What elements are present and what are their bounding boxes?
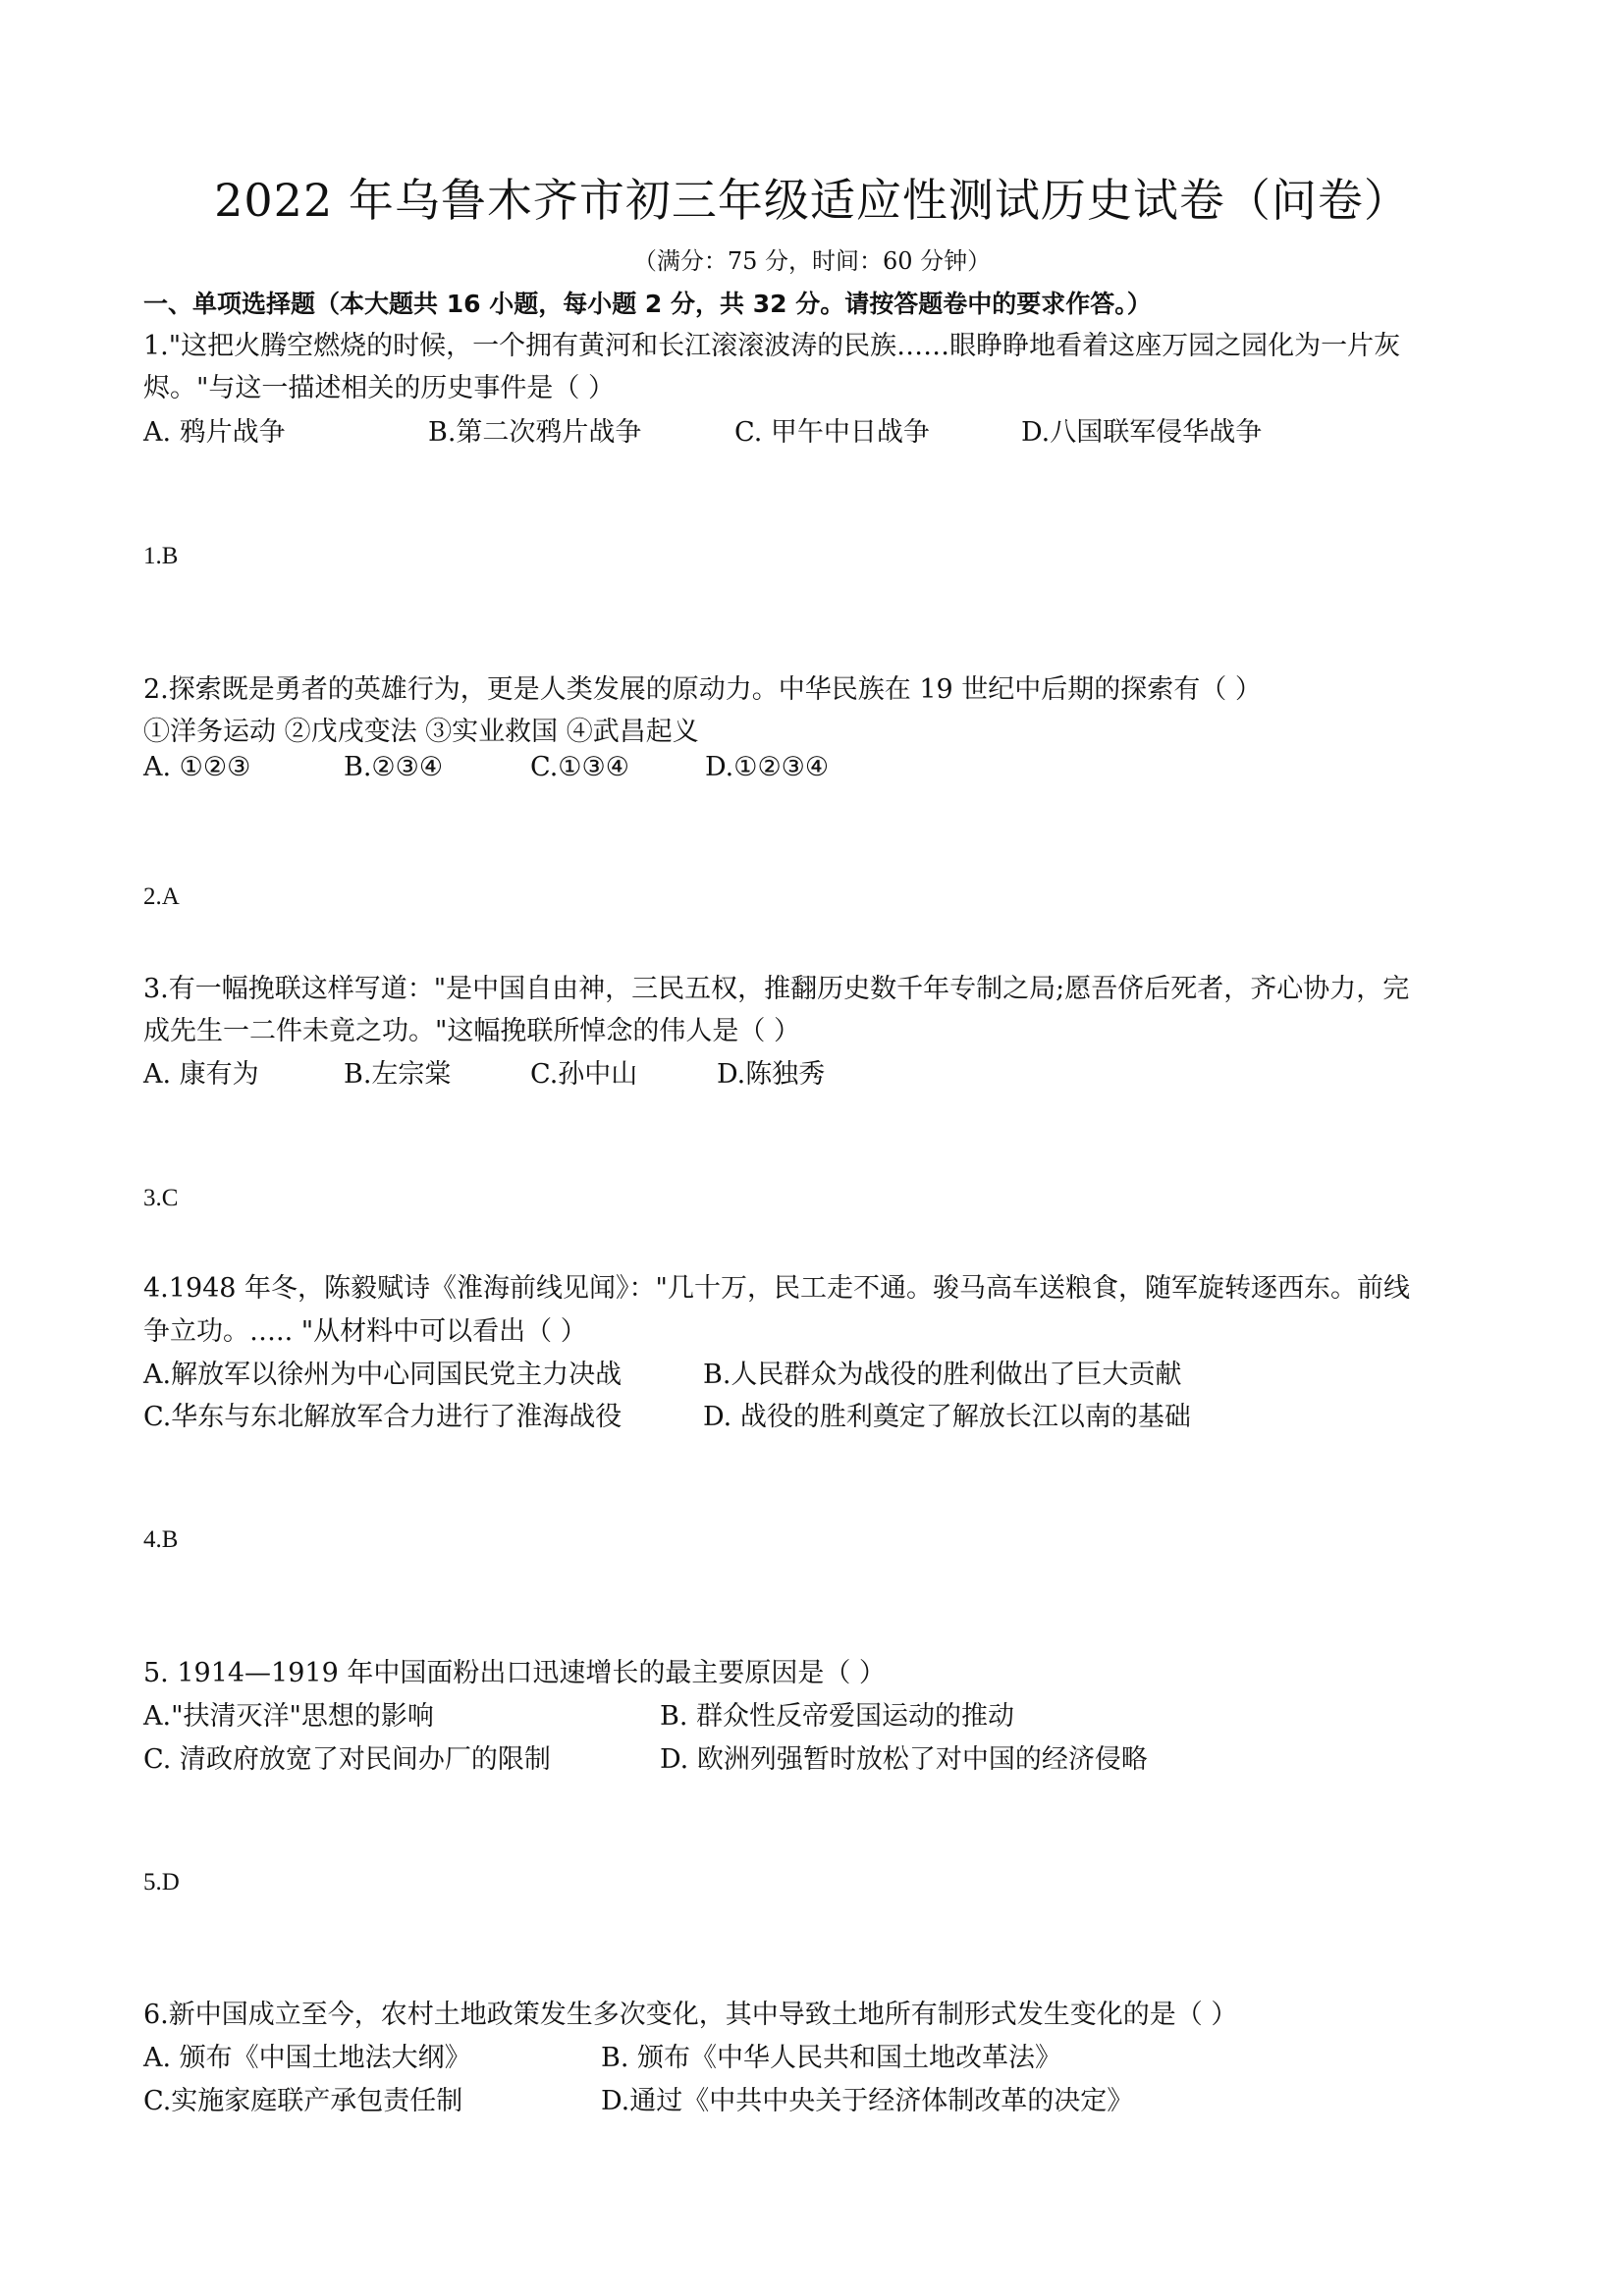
question-1-stem-line-2: 烬。"与这一描述相关的历史事件是（ ） [143, 373, 616, 403]
question-4-stem-line-1: 4.1948 年冬，陈毅赋诗《淮海前线见闻》："几十万，民工走不通。骏马高车送粮食，随军旋转逐西东。前线 [143, 1273, 1410, 1304]
exam-subtitle: （满分：75 分，时间：60 分钟） [632, 247, 992, 275]
question-1-stem-line-1: 1."这把火腾空燃烧的时候，一个拥有黄河和长江滚滚波涛的民族……眼睁睁地看着这座万园之园化为一片灰 [143, 331, 1401, 361]
question-3-option-a: A. 康有为 [143, 1059, 259, 1090]
question-5-answer: 5.D [143, 1869, 180, 1896]
question-3-answer: 3.C [143, 1185, 179, 1211]
question-5-option-c: C. 清政府放宽了对民间办厂的限制 [143, 1744, 551, 1775]
question-3-stem-line-1: 3.有一幅挽联这样写道："是中国自由神，三民五权，推翻历史数千年专制之局;愿吾侪后死者，齐心协力，完 [143, 974, 1410, 1004]
question-2-option-d: D.①②③④ [705, 752, 830, 782]
question-3-option-d: D.陈独秀 [717, 1059, 826, 1090]
question-6-stem-line-1: 6.新中国成立至今，农村土地政策发生多次变化，其中导致土地所有制形式发生变化的是（ ） [143, 2000, 1238, 2030]
question-2-option-b: B.②③④ [344, 752, 444, 782]
question-2-option-c: C.①③④ [530, 752, 629, 782]
question-1-option-b: B.第二次鸦片战争 [428, 417, 642, 448]
question-4-stem-line-2: 争立功。….. "从材料中可以看出（ ） [143, 1316, 587, 1347]
question-3-option-c: C.孙中山 [530, 1059, 638, 1090]
question-6-option-a: A. 颁布《中国土地法大纲》 [143, 2043, 471, 2073]
section-heading: 一、单项选择题（本大题共 16 小题，每小题 2 分，共 32 分。请按答题卷中的要求作答。） [143, 290, 1152, 318]
question-2-option-a: A. ①②③ [143, 752, 251, 782]
question-2-stem-line-2: ①洋务运动 ②戊戌变法 ③实业救国 ④武昌起义 [143, 717, 699, 747]
question-5-option-d: D. 欧洲列强暂时放松了对中国的经济侵略 [660, 1744, 1148, 1775]
question-5-option-b: B. 群众性反帝爱国运动的推动 [660, 1701, 1015, 1732]
question-1-option-c: C. 甲午中日战争 [734, 417, 930, 448]
question-2-stem-line-1: 2.探索既是勇者的英雄行为，更是人类发展的原动力。中华民族在 19 世纪中后期的探索有（ ） [143, 674, 1262, 705]
question-4-option-a: A.解放军以徐州为中心同国民党主力决战 [143, 1360, 623, 1390]
question-1-answer: 1.B [143, 543, 179, 569]
question-5-option-a: A."扶清灭洋"思想的影响 [143, 1701, 434, 1732]
question-6-option-c: C.实施家庭联产承包责任制 [143, 2086, 463, 2116]
question-1-option-a: A. 鸦片战争 [143, 417, 286, 448]
question-4-option-b: B.人民群众为战役的胜利做出了巨大贡献 [703, 1360, 1182, 1390]
question-1-option-d: D.八国联军侵华战争 [1021, 417, 1263, 448]
question-5-stem-line-1: 5. 1914—1919 年中国面粉出口迅速增长的最主要原因是（ ） [143, 1658, 886, 1688]
question-3-stem-line-2: 成先生一二件未竟之功。"这幅挽联所悼念的伟人是（ ） [143, 1016, 801, 1046]
question-6-option-b: B. 颁布《中华人民共和国土地改革法》 [601, 2043, 1062, 2073]
question-4-option-c: C.华东与东北解放军合力进行了淮海战役 [143, 1402, 623, 1432]
question-6-option-d: D.通过《中共中央关于经济体制改革的决定》 [601, 2086, 1134, 2116]
question-4-option-d: D. 战役的胜利奠定了解放长江以南的基础 [703, 1402, 1191, 1432]
question-4-answer: 4.B [143, 1526, 179, 1553]
question-3-option-b: B.左宗棠 [344, 1059, 452, 1090]
page-title: 2022 年乌鲁木齐市初三年级适应性测试历史试卷（问卷） [214, 174, 1410, 227]
question-2-answer: 2.A [143, 883, 180, 910]
